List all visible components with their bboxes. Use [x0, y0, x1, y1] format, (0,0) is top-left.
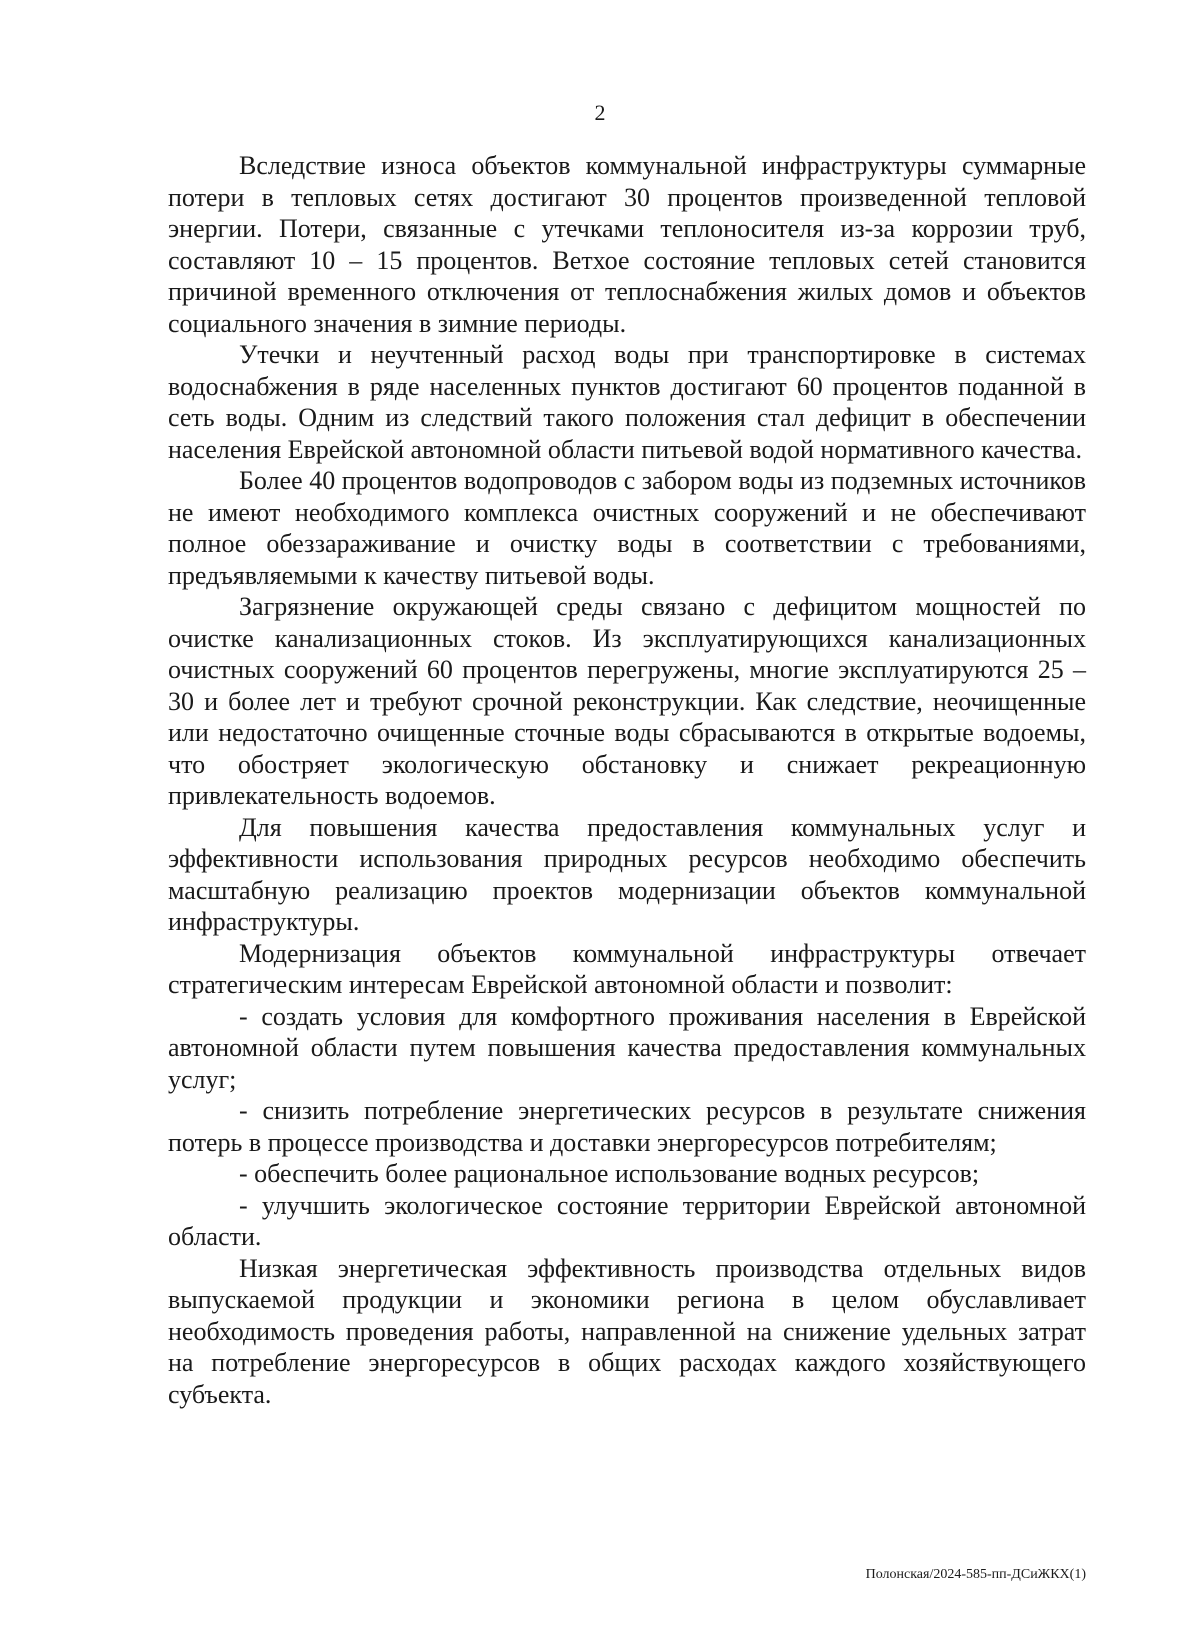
paragraph-pollution: Загрязнение окружающей среды связано с дефицитом мощностей по очистке канализационных стоков. Из эксплуатирующихся канализационных очистных сооружений 60 процентов перегружены, многие эксплуатируются 25 – 30 и более лет и требуют срочной реконструкции. Как следствие, неочищенные или недостаточно очищенные сточные воды сбрасываются в открытые водоемы, что обостряет экологическую обстановку и снижает рекреационную привлекательность водоемов. — [168, 592, 1086, 810]
list-item: - создать условия для комфортного проживания населения в Еврейской автономной области путем повышения качества предоставления коммунальных услуг; — [168, 1001, 1086, 1094]
paragraph-energy-efficiency: Низкая энергетическая эффективность производства отдельных видов выпускаемой продукции и экономики региона в целом обуславливает необходимость проведения работы, направленной на снижение удельных затрат на потребление энергоресурсов в общих расходах каждого хозяйствующего субъекта. — [168, 1253, 1086, 1409]
paragraph-modernization: Модернизация объектов коммунальной инфраструктуры отвечает стратегическим интересам Еврейской автономной области и позволит: — [168, 938, 1086, 999]
list-item: - снизить потребление энергетических ресурсов в результате снижения потерь в процессе производства и доставки энергоресурсов потребителям; — [168, 1096, 1086, 1157]
page-number: 2 — [594, 100, 606, 125]
document-footer-code: Полонская/2024-585-пп-ДСиЖКХ(1) — [865, 1567, 1086, 1582]
paragraph-water-leaks: Утечки и неучтенный расход воды при транспортировке в системах водоснабжения в ряде населенных пунктов достигают 60 процентов поданной в сеть воды. Одним из следствий такого положения стал дефицит в обеспечении населения Еврейской автономной области питьевой водой нормативного качества. — [168, 340, 1086, 464]
list-item: - улучшить экологическое состояние территории Еврейской автономной области. — [168, 1190, 1086, 1251]
list-item: - обеспечить более рациональное использование водных ресурсов; — [239, 1159, 980, 1188]
paragraph-heat-losses: Вследствие износа объектов коммунальной инфраструктуры суммарные потери в тепловых сетях достигают 30 процентов произведенной тепловой энергии. Потери, связанные с утечками теплоносителя из-за коррозии труб, составляют 10 – 15 процентов. Ветхое состояние тепловых сетей становится причиной временного отключения от теплоснабжения жилых домов и объектов социального значения в зимние периоды. — [168, 151, 1086, 338]
document-body — [168, 150, 1086, 1410]
paragraph-quality-improvement: Для повышения качества предоставления коммунальных услуг и эффективности использования природных ресурсов необходимо обеспечить масштабную реализацию проектов модернизации объектов коммунальной инфраструктуры. — [168, 812, 1086, 936]
paragraph-water-treatment: Более 40 процентов водопроводов с забором воды из подземных источников не имеют необходимого комплекса очистных сооружений и не обеспечивают полное обеззараживание и очистку воды в соответствии с требованиями, предъявляемыми к качеству питьевой воды. — [168, 466, 1086, 590]
